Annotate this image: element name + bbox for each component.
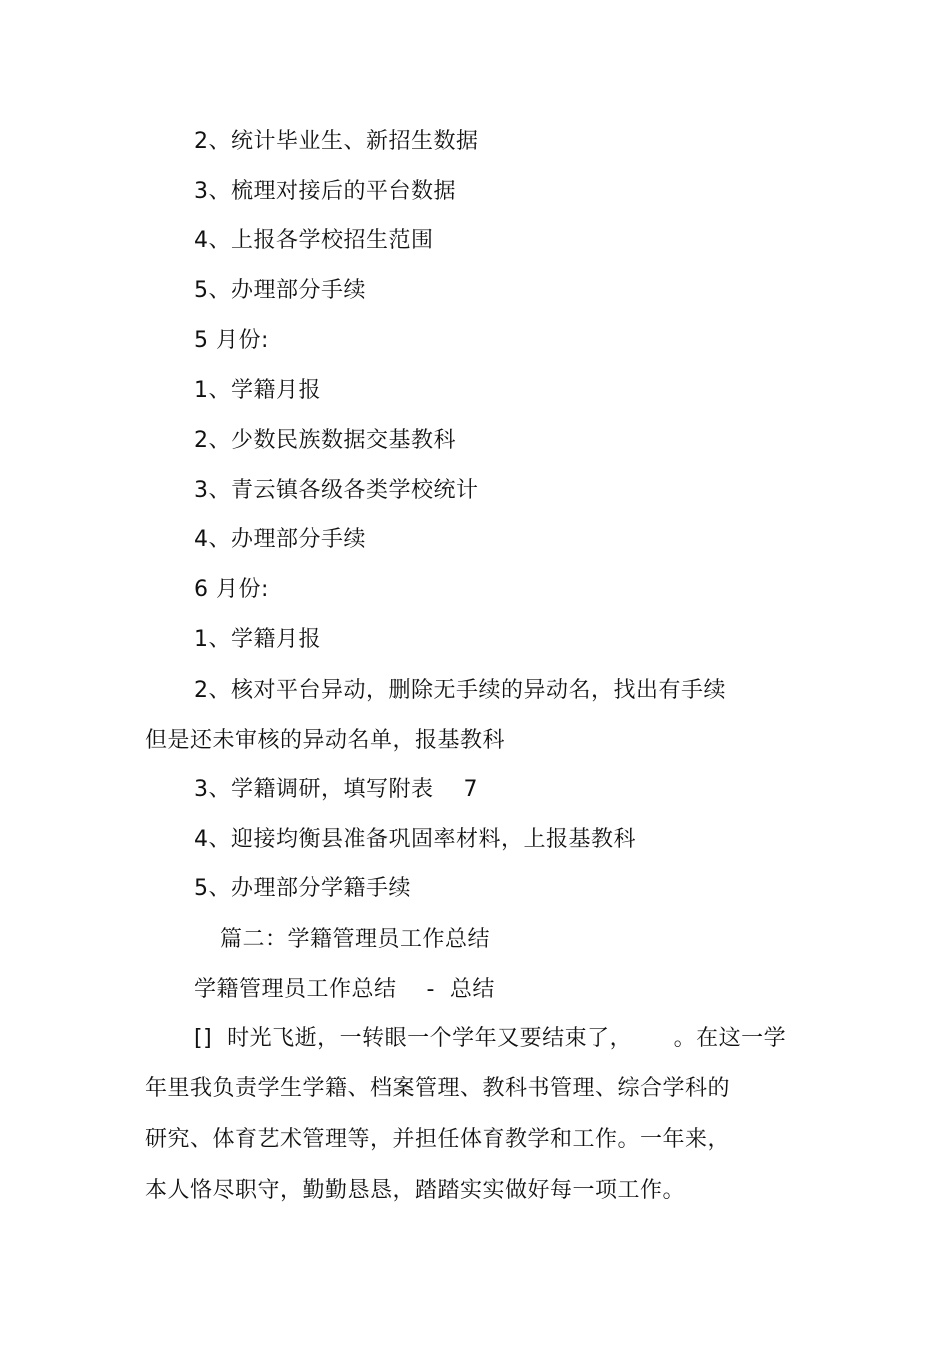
section-title: 篇二：学籍管理员工作总结 <box>220 927 491 952</box>
text-line: 5、办理部分手续 <box>194 278 366 303</box>
text-line: 3、学籍调研，填写附表 7 <box>194 777 478 802</box>
text-line: 2、核对平台异动，删除无手续的异动名，找出有手续 <box>194 678 726 703</box>
text-line: 3、青云镇各级各类学校统计 <box>194 478 479 503</box>
text-line: 3、梳理对接后的平台数据 <box>194 179 456 204</box>
text-line: 5、办理部分学籍手续 <box>194 876 411 901</box>
text-line: 4、办理部分手续 <box>194 527 366 552</box>
paragraph-line: [] 时光飞逝，一转眼一个学年又要结束了， 。在这一学 <box>194 1026 787 1051</box>
paragraph-line: 本人恪尽职守，勤勤恳恳，踏踏实实做好每一项工作。 <box>145 1178 686 1203</box>
text-line: 4、迎接均衡县准备巩固率材料，上报基教科 <box>194 827 636 852</box>
text-line: 4、上报各学校招生范围 <box>194 228 434 253</box>
paragraph-line: 研究、体育艺术管理等，并担任体育教学和工作。一年来， <box>145 1127 731 1152</box>
article-title: 学籍管理员工作总结 - 总结 <box>194 977 495 1002</box>
month-heading: 5 月份: <box>194 328 269 353</box>
text-line: 但是还未审核的异动名单，报基教科 <box>145 728 506 753</box>
text-line: 2、统计毕业生、新招生数据 <box>194 129 479 154</box>
text-line: 1、学籍月报 <box>194 378 321 403</box>
month-heading: 6 月份: <box>194 577 269 602</box>
text-line: 1、学籍月报 <box>194 627 321 652</box>
text-line: 2、少数民族数据交基教科 <box>194 428 456 453</box>
paragraph-line: 年里我负责学生学籍、档案管理、教科书管理、综合学科的 <box>145 1076 731 1101</box>
